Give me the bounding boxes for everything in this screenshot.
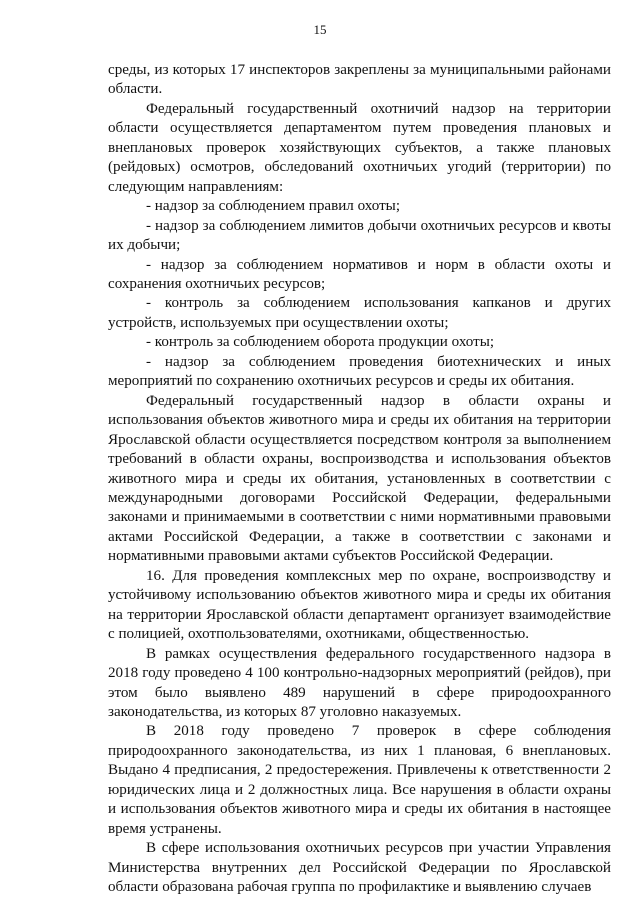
paragraph: В рамках осуществления федерального государственного надзора в 2018 году проведено 4 100 контрольно-надзорных мероприятий (рейдов), при этом было выявлено 489 нарушений в сфере природоохранного законодательства, из которых 87 уголовно наказуемых.: [108, 645, 611, 720]
list-item: - надзор за соблюдением правил охоты;: [146, 198, 401, 215]
paragraph: В 2018 году проведено 7 проверок в сфере соблюдения природоохранного законодательства, из них 1 плановая, 6 внеплановых. Выдано 4 предписания, 2 предостережения. Привлечены к ответственности 2 юридических лица и 2 должностных лица. Все нарушения в области охраны и использования объектов животного мира и среды их обитания в настоящее время устранены.: [108, 723, 611, 837]
list-item: - надзор за соблюдением лимитов добычи охотничьих ресурсов и квоты их добычи;: [108, 217, 611, 254]
list-item: - надзор за соблюдением проведения биотехнических и иных мероприятий по сохранению охотничьих ресурсов и среды их обитания.: [108, 353, 611, 390]
page-number: 15: [313, 22, 327, 37]
paragraph: Федеральный государственный охотничий надзор на территории области осуществляется департаментом путем проведения плановых и внеплановых проверок хозяйствующих субъектов, а также плановых (рейдовых) осмотров, обследований охотничьих угодий (территории) по следующим направлениям:: [108, 100, 611, 195]
list-item: - контроль за соблюдением оборота продукции охоты;: [146, 334, 495, 351]
document-body: [108, 61, 611, 897]
paragraph: Федеральный государственный надзор в области охраны и использования объектов животного мира и среды их обитания на территории Ярославской области осуществляется посредством контроля за выполнением требований в области охраны, воспроизводства и использования объектов животного мира и среды их обитания, установленных в соответствии с международными договорами Российской Федерации, федеральными законами и принимаемыми в соответствии с ними нормативными правовыми актами Российской Федерации, а также в соответствии с законами и нормативными правовыми актами субъектов Российской Федерации.: [108, 392, 611, 565]
paragraph: В сфере использования охотничьих ресурсов при участии Управления Министерства внутренних дел Российской Федерации по Ярославской области образована рабочая группа по профилактике и выявлению случаев: [108, 840, 611, 896]
list-item: - надзор за соблюдением нормативов и норм в области охоты и сохранения охотничьих ресурсов;: [108, 256, 611, 292]
paragraph: 16. Для проведения комплексных мер по охране, воспроизводству и устойчивому использованию объектов животного мира и среды их обитания на территории Ярославской области департамент организует взаимодействие с полицией, охотпользователями, охотниками, общественностью.: [108, 567, 611, 643]
paragraph: среды, из которых 17 инспекторов закреплены за муниципальными районами области.: [108, 62, 611, 98]
list-item: - контроль за соблюдением использования капканов и других устройств, используемых при осуществлении охоты;: [108, 295, 611, 331]
